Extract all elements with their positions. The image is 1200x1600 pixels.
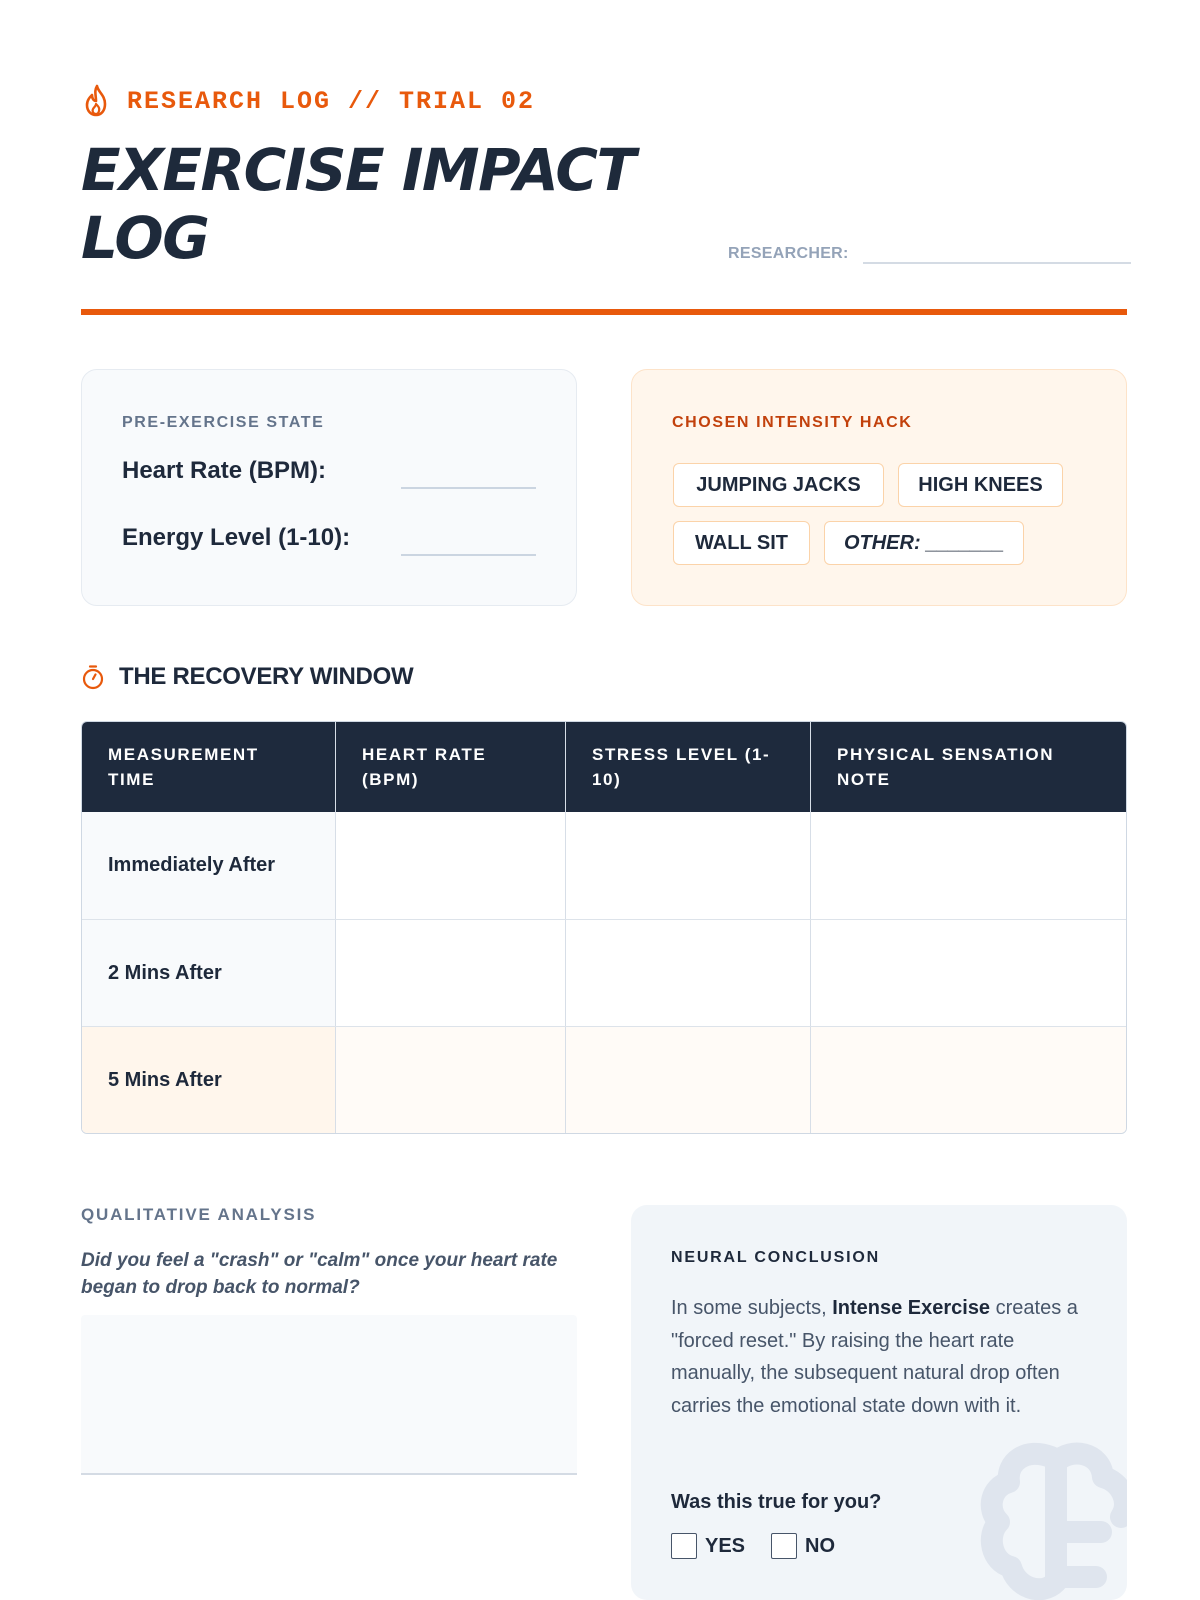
table-header-row — [82, 722, 1126, 812]
kicker-text: RESEARCH LOG // TRIAL 02 — [127, 86, 536, 116]
neural-conclusion-body — [671, 1292, 1091, 1422]
recovery-table — [81, 721, 1127, 1134]
page-title: EXERCISE IMPACT LOG — [81, 136, 635, 272]
brain-icon — [971, 1437, 1127, 1600]
recovery-section-heading — [81, 663, 413, 691]
neural-body-suffix: creates a "forced reset." By raising the heart rate manually, the subsequent natural drop often carries the emotional state down with it. — [671, 1297, 1078, 1417]
heart-rate-cell[interactable] — [336, 812, 566, 919]
yes-label: YES — [705, 1534, 746, 1557]
pre-exercise-panel — [81, 369, 577, 606]
neural-question: Was this true for you? — [671, 1491, 882, 1513]
table-row — [82, 812, 1126, 919]
column-header: MEASUREMENT TIME — [82, 722, 336, 812]
researcher-field — [728, 238, 1131, 264]
stress-level-cell[interactable] — [566, 1027, 811, 1133]
neural-body-emphasis: Intense Exercise — [832, 1297, 991, 1319]
pre-exercise-title: PRE-EXERCISE STATE — [122, 414, 325, 431]
yes-no-options — [671, 1533, 861, 1559]
qualitative-answer-box[interactable] — [81, 1315, 577, 1475]
kicker — [81, 83, 535, 119]
recovery-title: THE RECOVERY WINDOW — [119, 663, 414, 690]
option-high-knees[interactable]: HIGH KNEES — [898, 463, 1063, 507]
heart-rate-blank[interactable] — [401, 487, 536, 489]
intensity-hack-title: CHOSEN INTENSITY HACK — [672, 414, 913, 431]
yes-checkbox[interactable] — [671, 1533, 697, 1559]
option-wall-sit[interactable]: WALL SIT — [673, 521, 810, 565]
no-option[interactable] — [771, 1533, 835, 1559]
option-jumping-jacks[interactable]: JUMPING JACKS — [673, 463, 884, 507]
sensation-note-cell[interactable] — [811, 1027, 1126, 1133]
heart-rate-cell[interactable] — [336, 920, 566, 1026]
column-header: STRESS LEVEL (1-10) — [566, 722, 811, 812]
table-row — [82, 919, 1126, 1026]
neural-conclusion-title: NEURAL CONCLUSION — [671, 1249, 880, 1266]
neural-conclusion-panel — [631, 1205, 1127, 1600]
yes-option[interactable] — [671, 1533, 745, 1559]
row-label: Immediately After — [82, 812, 336, 919]
intensity-hack-panel — [631, 369, 1127, 606]
neural-body-prefix: In some subjects, — [671, 1297, 833, 1319]
heart-rate-cell[interactable] — [336, 1027, 566, 1133]
column-header: PHYSICAL SENSATION NOTE — [837, 745, 1055, 789]
researcher-label: RESEARCHER: — [728, 245, 849, 262]
energy-level-blank[interactable] — [401, 554, 536, 556]
flame-icon — [81, 83, 113, 119]
table-row — [82, 1026, 1126, 1133]
stress-level-cell[interactable] — [566, 812, 811, 919]
row-label: 2 Mins After — [82, 920, 336, 1026]
stopwatch-icon — [81, 664, 105, 690]
row-label: 5 Mins After — [82, 1027, 336, 1133]
energy-level-label: Energy Level (1-10): — [122, 524, 351, 551]
sensation-note-cell[interactable] — [811, 920, 1126, 1026]
qualitative-title: QUALITATIVE ANALYSIS — [81, 1205, 317, 1224]
no-checkbox[interactable] — [771, 1533, 797, 1559]
sensation-note-cell[interactable] — [811, 812, 1126, 919]
qualitative-question: Did you feel a "crash" or "calm" once your heart rate began to drop back to normal? — [81, 1250, 558, 1298]
header-divider — [81, 309, 1127, 315]
no-label: NO — [805, 1534, 836, 1557]
stress-level-cell[interactable] — [566, 920, 811, 1026]
worksheet-page — [81, 0, 1127, 1600]
heart-rate-label: Heart Rate (BPM): — [122, 457, 327, 484]
researcher-input-line[interactable] — [863, 238, 1131, 264]
column-header: HEART RATE (BPM) — [336, 722, 566, 812]
option-other[interactable]: OTHER: _______ — [824, 521, 1024, 565]
